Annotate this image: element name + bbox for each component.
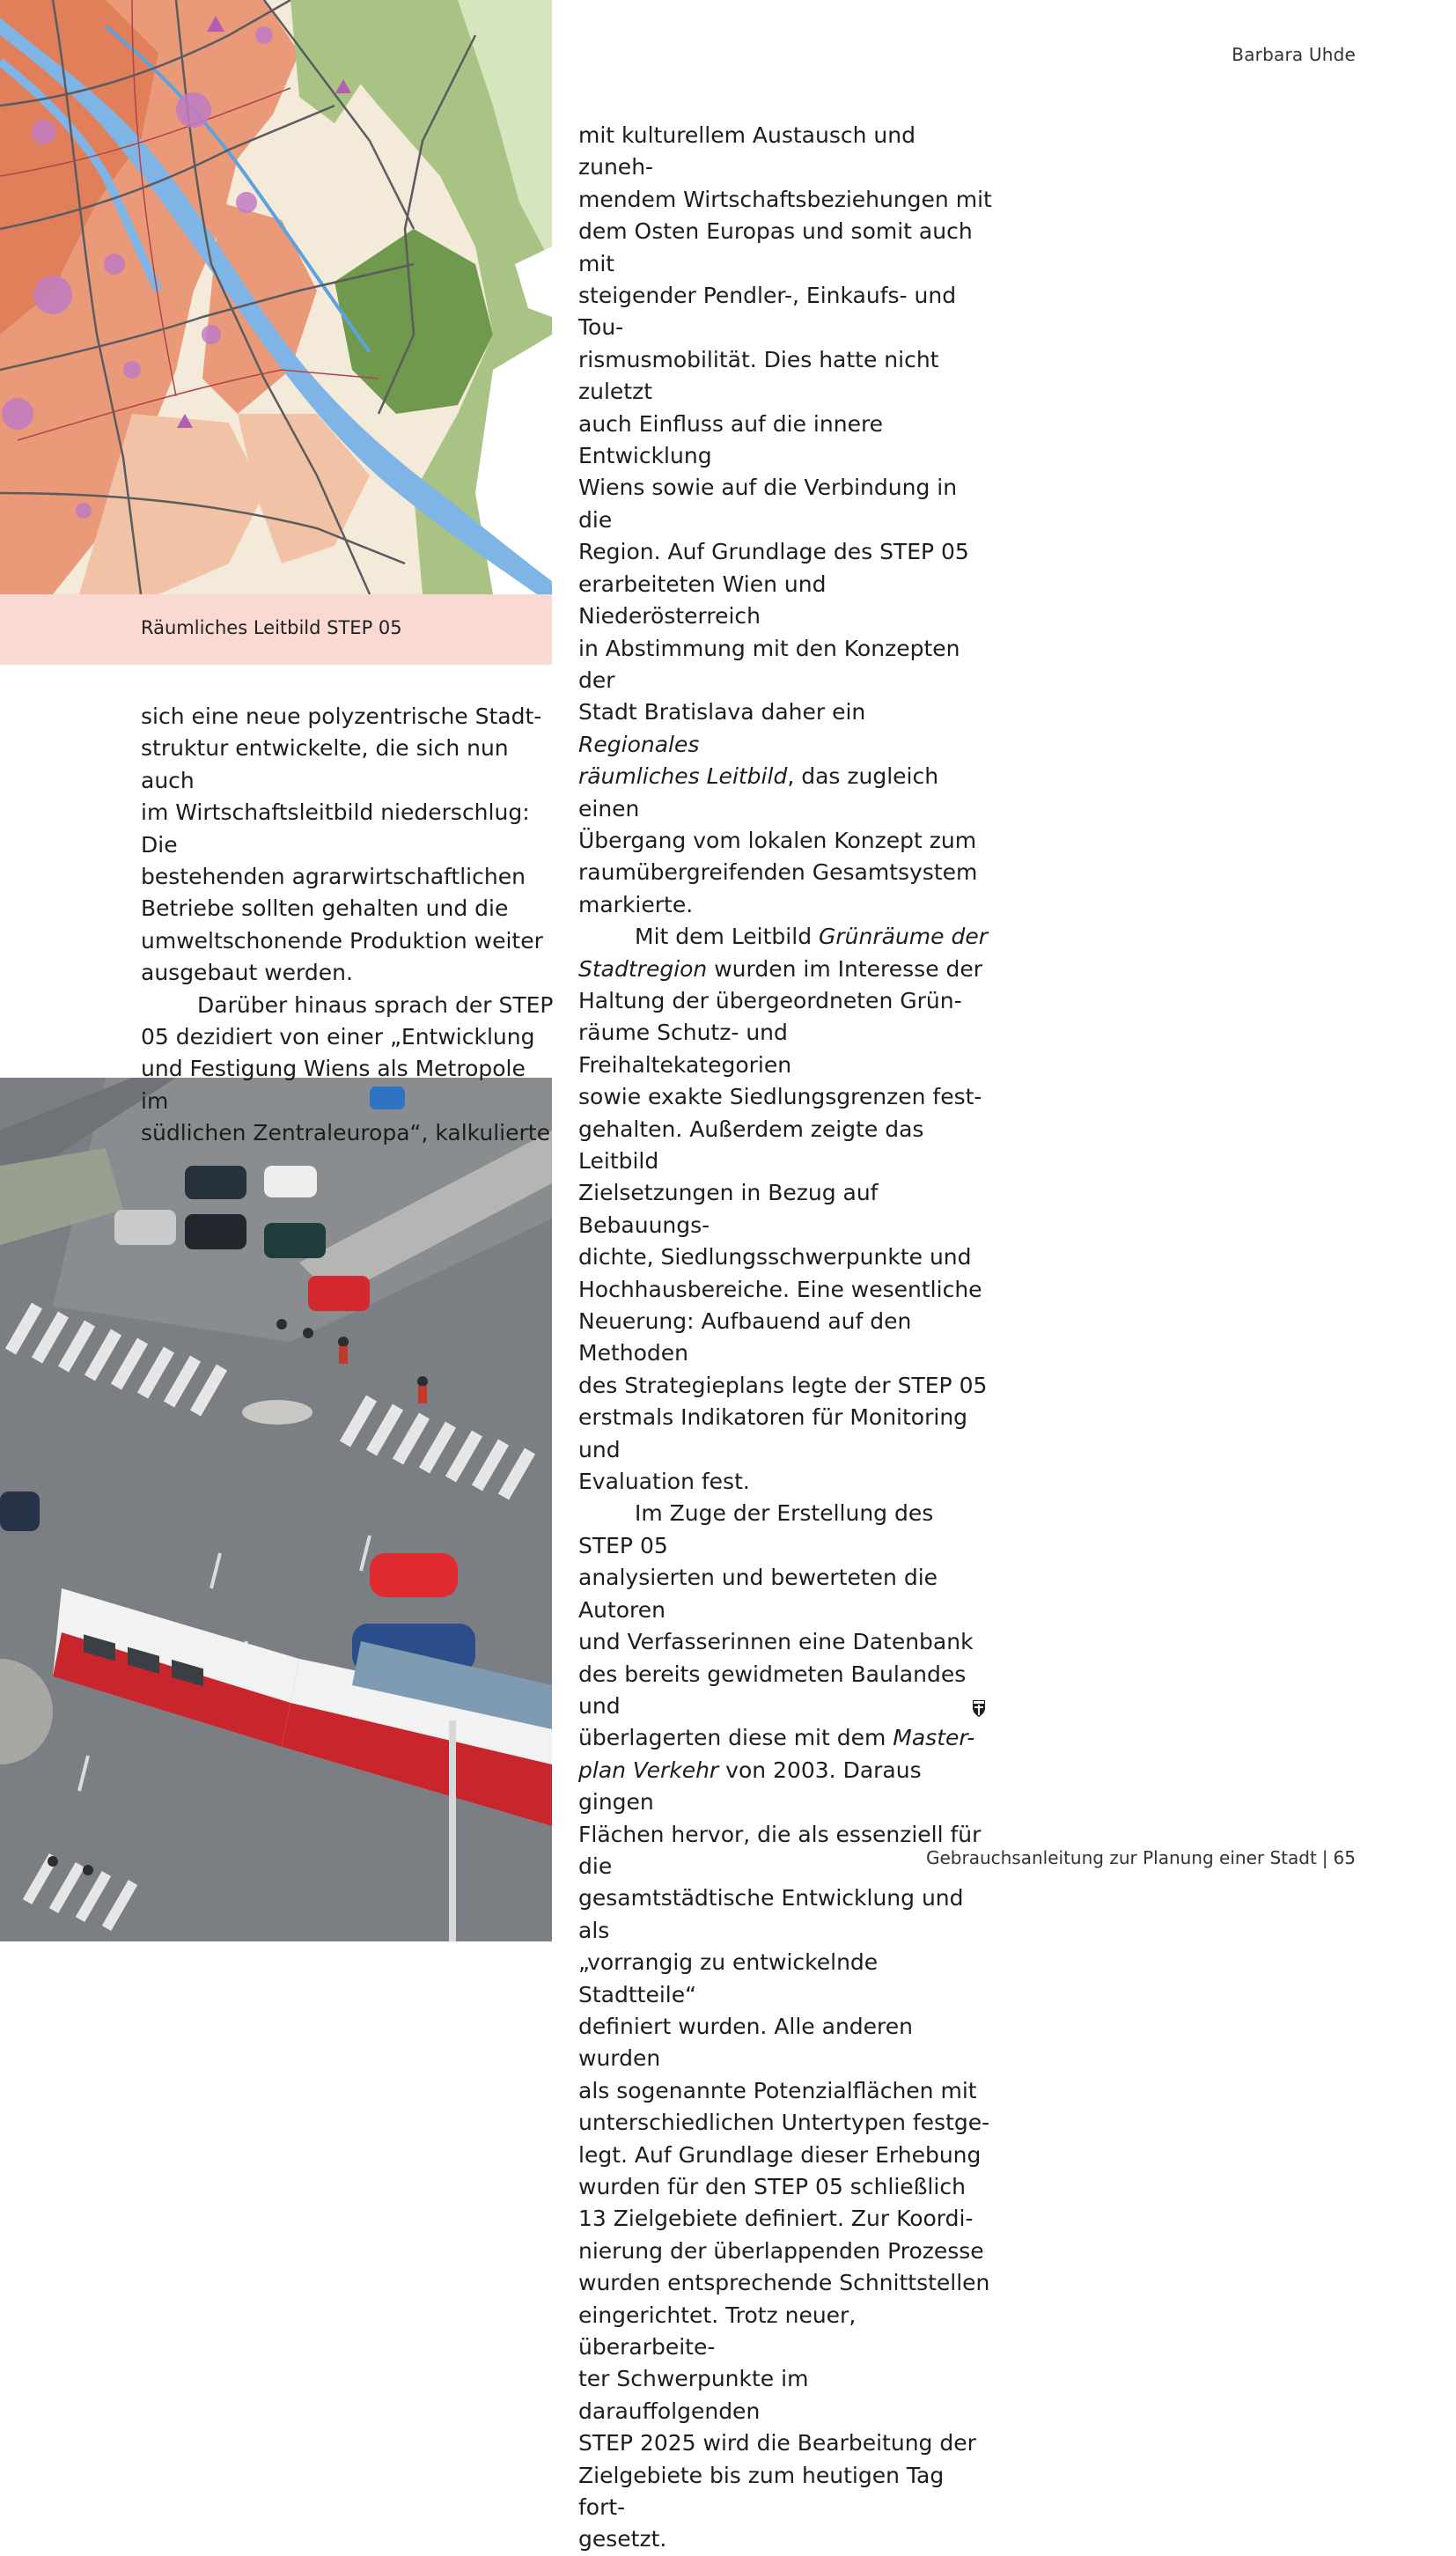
text-line: raumübergreifenden Gesamtsystem (578, 859, 978, 886)
text-line: gehalten. Außerdem zeigte das Leitbild (578, 1116, 924, 1174)
italic-term: Grünräume der (819, 924, 989, 950)
text-line: ter Schwerpunkte im darauffolgenden (578, 2366, 809, 2424)
text-line: struktur entwickelte, die sich nun auch (141, 735, 509, 793)
text-line: im Wirtschaftsleitbild niederschlug: Die (141, 799, 530, 858)
text-line: in Abstimmung mit den Konzepten der (578, 635, 960, 693)
text-line: Wiens sowie auf die Verbindung in die (578, 475, 958, 533)
text-line: ausgebaut werden. (141, 960, 353, 986)
text-line: südlichen Zentraleuropa“, kalkulierte (141, 1120, 550, 1146)
right-text-column (578, 120, 992, 2556)
text-line: markierte. (578, 891, 694, 917)
text-line: und Verfasserinnen eine Datenbank (578, 1629, 974, 1655)
text-line: wurden entsprechende Schnittstellen (578, 2270, 990, 2296)
left-text-column (141, 701, 555, 1150)
text-line: Neuerung: Aufbauend auf den Methoden (578, 1308, 912, 1366)
page-number: 65 (1333, 1847, 1356, 1868)
text-line: Mit dem Leitbild (635, 924, 820, 950)
text-line: „vorrangig zu entwickelnde Stadtteile“ (578, 1949, 879, 2007)
text-line: erarbeiteten Wien und Niederösterreich (578, 571, 827, 630)
paragraph (141, 701, 555, 990)
text-line: legt. Auf Grundlage dieser Erhebung (578, 2141, 982, 2168)
text-line: des bereits gewidmeten Baulandes und (578, 1661, 967, 1719)
text-line: nierung der überlappenden Prozesse (578, 2237, 984, 2264)
text-line: sowie exakte Siedlungsgrenzen fest- (578, 1084, 982, 1110)
text-line: gesamtstädtische Entwicklung und als (578, 1885, 964, 1943)
map-figure (0, 0, 552, 594)
text-line: Übergang vom lokalen Konzept zum (578, 827, 977, 853)
paragraph (578, 1498, 992, 2555)
text-line: definiert wurden. Alle anderen wurden (578, 2013, 914, 2072)
text-line: umweltschonende Produktion weiter (141, 927, 543, 954)
text-line: auch Einfluss auf die innere Entwicklung (578, 410, 884, 469)
text-line: Flächen hervor, die als essenziell für die (578, 1821, 982, 1879)
text-line: Zielsetzungen in Bezug auf Bebauungs- (578, 1180, 879, 1238)
text-line: und Festigung Wiens als Metropole im (141, 1056, 526, 1114)
vienna-shield-icon (971, 1698, 987, 1718)
text-line: räume Schutz- und Freihaltekategorien (578, 1020, 792, 1078)
text-line: erstmals Indikatoren für Monitoring und (578, 1404, 968, 1462)
italic-term: räumliches Leitbild (578, 763, 788, 790)
text-line: dem Osten Europas und somit auch mit (578, 218, 973, 276)
text-line: 13 Zielgebiete definiert. Zur Koordi- (578, 2206, 974, 2232)
footer-separator: | (1321, 1847, 1328, 1868)
text-line: Betriebe sollten gehalten und die (141, 895, 509, 922)
text-line: gesetzt. (578, 2526, 667, 2552)
text-line: Haltung der übergeordneten Grün- (578, 987, 962, 1013)
text-line: unterschiedlichen Untertypen festge- (578, 2110, 990, 2136)
text-line: STEP 2025 wird die Bearbeitung der (578, 2430, 976, 2457)
text-line: wurden für den STEP 05 schließlich (578, 2174, 966, 2199)
text-line: überlagerten diese mit dem (578, 1725, 893, 1751)
paragraph (578, 921, 992, 1498)
italic-term: Master- (893, 1725, 975, 1751)
text-line: sich eine neue polyzentrische Stadt- (141, 703, 542, 729)
text-line: steigender Pendler-, Einkaufs- und Tou- (578, 283, 957, 341)
text-line: mendem Wirtschaftsbeziehungen mit (578, 186, 992, 212)
text-line: des Strategieplans legte der STEP 05 (578, 1372, 988, 1398)
street-intersection-photo (0, 1078, 552, 1941)
text-line: von 2003. Daraus gingen (578, 1757, 922, 1816)
street-photo-figure (0, 1078, 552, 1941)
text-line: bestehenden agrarwirtschaftlichen (141, 864, 526, 890)
italic-term: Stadtregion (578, 955, 708, 982)
footer-title: Gebrauchsanleitung zur Planung einer Stadt (925, 1847, 1317, 1868)
paragraph (141, 990, 555, 1150)
italic-term: plan Verkehr (578, 1757, 719, 1783)
text-line: mit kulturellem Austausch und zuneh- (578, 122, 916, 180)
text-line: Hochhausbereiche. Eine wesentliche (578, 1276, 982, 1302)
page-footer (926, 1847, 1356, 1868)
text-line: eingerichtet. Trotz neuer, überarbeite- (578, 2302, 857, 2361)
italic-term: Regionales (578, 731, 700, 757)
text-line: wurden im Interesse der (707, 955, 983, 982)
text-line: Zielgebiete bis zum heutigen Tag fort- (578, 2462, 945, 2521)
text-line: Region. Auf Grundlage des STEP 05 (578, 539, 969, 565)
text-line: , das zugleich einen (578, 763, 939, 821)
text-line: als sogenannte Potenzialflächen mit (578, 2077, 977, 2103)
text-line: dichte, Siedlungsschwerpunkte und (578, 1244, 972, 1271)
text-line: rismusmobilität. Dies hatte nicht zuletzt (578, 346, 939, 405)
running-header-author: Barbara Uhde (1232, 44, 1356, 65)
regional-map-image (0, 0, 552, 594)
text-line: 05 dezidiert von einer „Entwicklung (141, 1024, 535, 1050)
text-line: Stadt Bratislava daher ein (578, 699, 866, 726)
map-caption-band (0, 594, 552, 665)
text-line: Evaluation fest. (578, 1469, 750, 1495)
text-line: Darüber hinaus sprach der STEP (197, 991, 554, 1018)
map-caption: Räumliches Leitbild STEP 05 (141, 617, 402, 638)
paragraph (578, 120, 992, 921)
text-line: Im Zuge der Erstellung des STEP 05 (578, 1500, 934, 1558)
text-line: analysierten und bewerteten die Autoren (578, 1565, 938, 1623)
